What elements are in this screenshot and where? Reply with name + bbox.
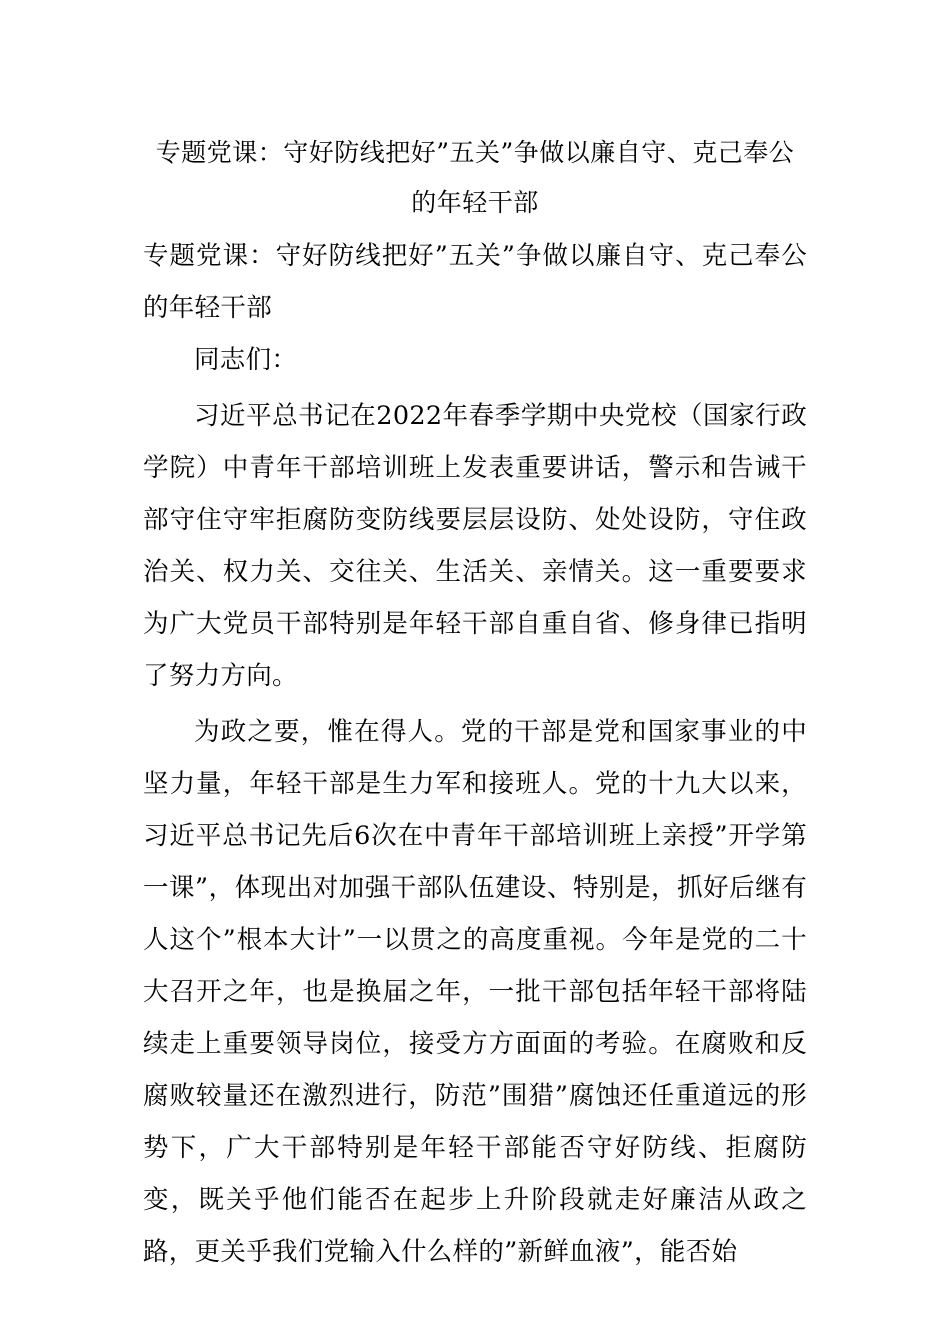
- paragraph-2: 为政之要，惟在得人。党的干部是党和国家事业的中坚力量，年轻干部是生力军和接班人。党的十九大以来，习近平总书记先后6次在中青年干部培训班上亲授”开学第一课”，体现出对加强干部队伍建设、特别是，抓好后继有人这个”根本大计”一以贯之的高度重视。今年是党的二十大召开之年，也是换届之年，一批干部包括年轻干部将陆续走上重要领导岗位，接受方方面面的考验。在腐败和反腐败较量还在激烈进行，防范”围猎”腐蚀还任重道远的形势下，广大干部特别是年轻干部能否守好防线、拒腐防变，既关乎他们能否在起步上升阶段就走好廉洁从政之路，更关乎我们党输入什么样的”新鲜血液”，能否始: [143, 717, 807, 1267]
- paragraph-1: 习近平总书记在2022年春季学期中央党校（国家行政学院）中青年干部培训班上发表重要讲话，警示和告诫干部守住守牢拒腐防变防线要层层设防、处处设防，守住政治关、权力关、交往关、生活关、亲情关。这一重要要求为广大党员干部特别是年轻干部自重自省、修身律已指明了努力方向。: [143, 401, 807, 691]
- salutation: 同志们：: [194, 345, 298, 375]
- document-title: 专题党课：守好防线把好”五关”争做以廉自守、克己奉公的年轻干部: [155, 138, 795, 217]
- title-repeat: 专题党课：守好防线把好”五关”争做以廉自守、克己奉公的年轻干部: [143, 241, 807, 323]
